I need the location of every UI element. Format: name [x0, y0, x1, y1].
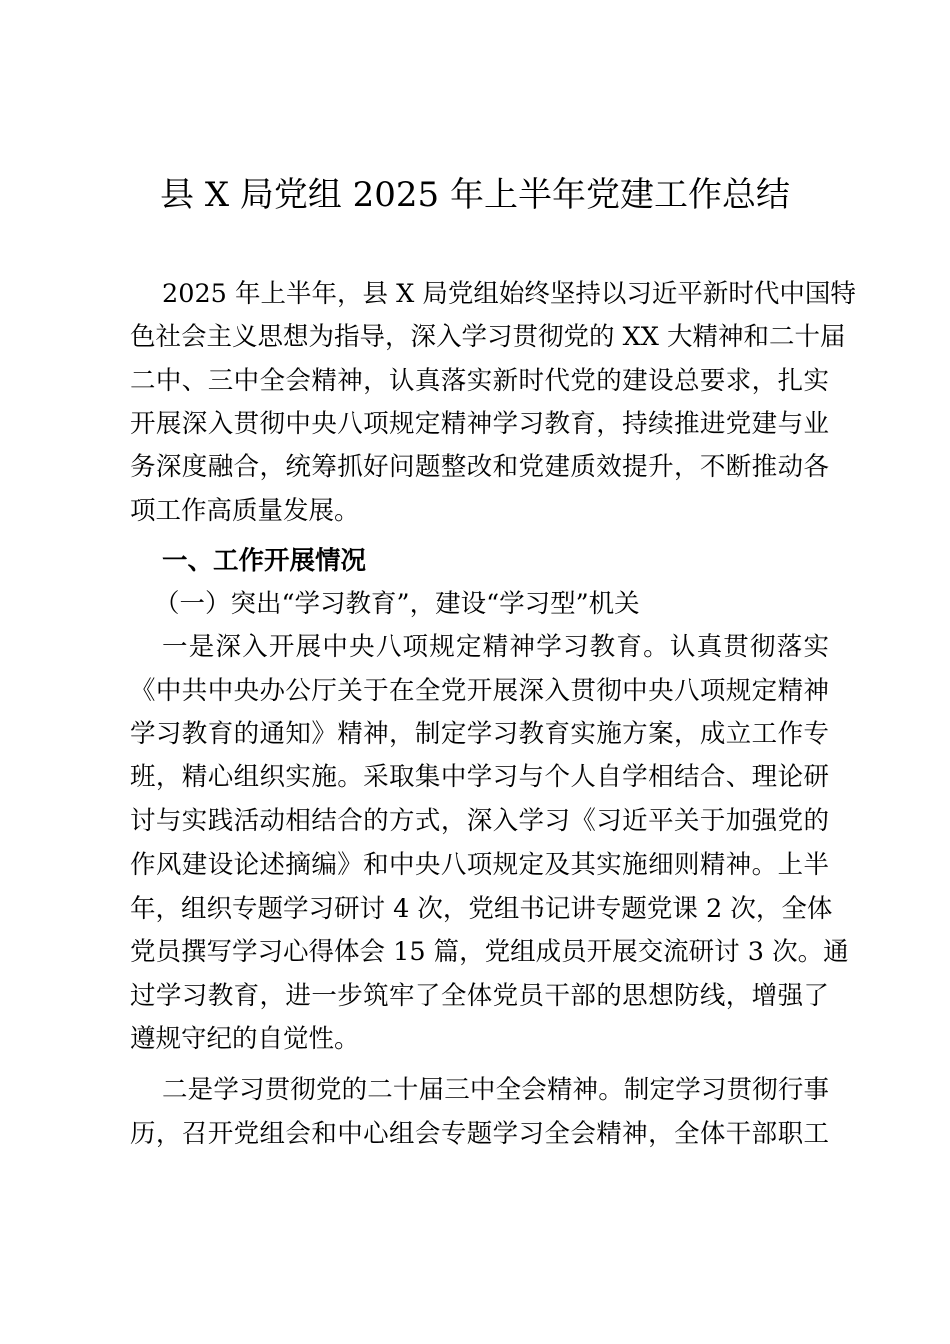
- paragraph-line: 过学习教育，进一步筑牢了全体党员干部的思想防线，增强了: [130, 981, 829, 1011]
- paragraph-line: 二是学习贯彻党的二十届三中全会精神。制定学习贯彻行事: [162, 1075, 829, 1105]
- document-title: 县 X 局党组 2025 年上半年党建工作总结: [160, 175, 790, 215]
- subsection-heading: （一）突出“学习教育”，建设“学习型”机关: [154, 589, 640, 619]
- paragraph-line: 历，召开党组会和中心组会专题学习全会精神，全体干部职工: [130, 1119, 829, 1149]
- paragraph-line: 党员撰写学习心得体会 15 篇，党组成员开展交流研讨 3 次。通: [130, 937, 849, 967]
- paragraph-line: 二中、三中全会精神，认真落实新时代党的建设总要求，扎实: [130, 366, 829, 396]
- section-heading: 一、工作开展情况: [162, 546, 367, 576]
- paragraph-line: 年，组织专题学习研讨 4 次，党组书记讲专题党课 2 次，全体: [130, 894, 833, 924]
- paragraph-line: 务深度融合，统筹抓好问题整改和党建质效提升，不断推动各: [130, 452, 829, 482]
- paragraph-line: 2025 年上半年，县 X 局党组始终坚持以习近平新时代中国特: [162, 279, 856, 309]
- paragraph-line: 开展深入贯彻中央八项规定精神学习教育，持续推进党建与业: [130, 409, 829, 439]
- paragraph-line: 项工作高质量发展。: [130, 496, 360, 526]
- paragraph-line: 一是深入开展中央八项规定精神学习教育。认真贯彻落实: [162, 632, 829, 662]
- paragraph-line: 色社会主义思想为指导，深入学习贯彻党的 XX 大精神和二十届: [130, 322, 846, 352]
- paragraph-line: 班，精心组织实施。采取集中学习与个人自学相结合、理论研: [130, 762, 829, 792]
- paragraph-line: 遵规守纪的自觉性。: [130, 1024, 360, 1054]
- paragraph-line: 《中共中央办公厅关于在全党开展深入贯彻中央八项规定精神: [130, 676, 829, 706]
- paragraph-line: 讨与实践活动相结合的方式，深入学习《习近平关于加强党的: [130, 806, 829, 836]
- paragraph-line: 学习教育的通知》精神，制定学习教育实施方案，成立工作专: [130, 719, 829, 749]
- paragraph-line: 作风建设论述摘编》和中央八项规定及其实施细则精神。上半: [130, 850, 829, 880]
